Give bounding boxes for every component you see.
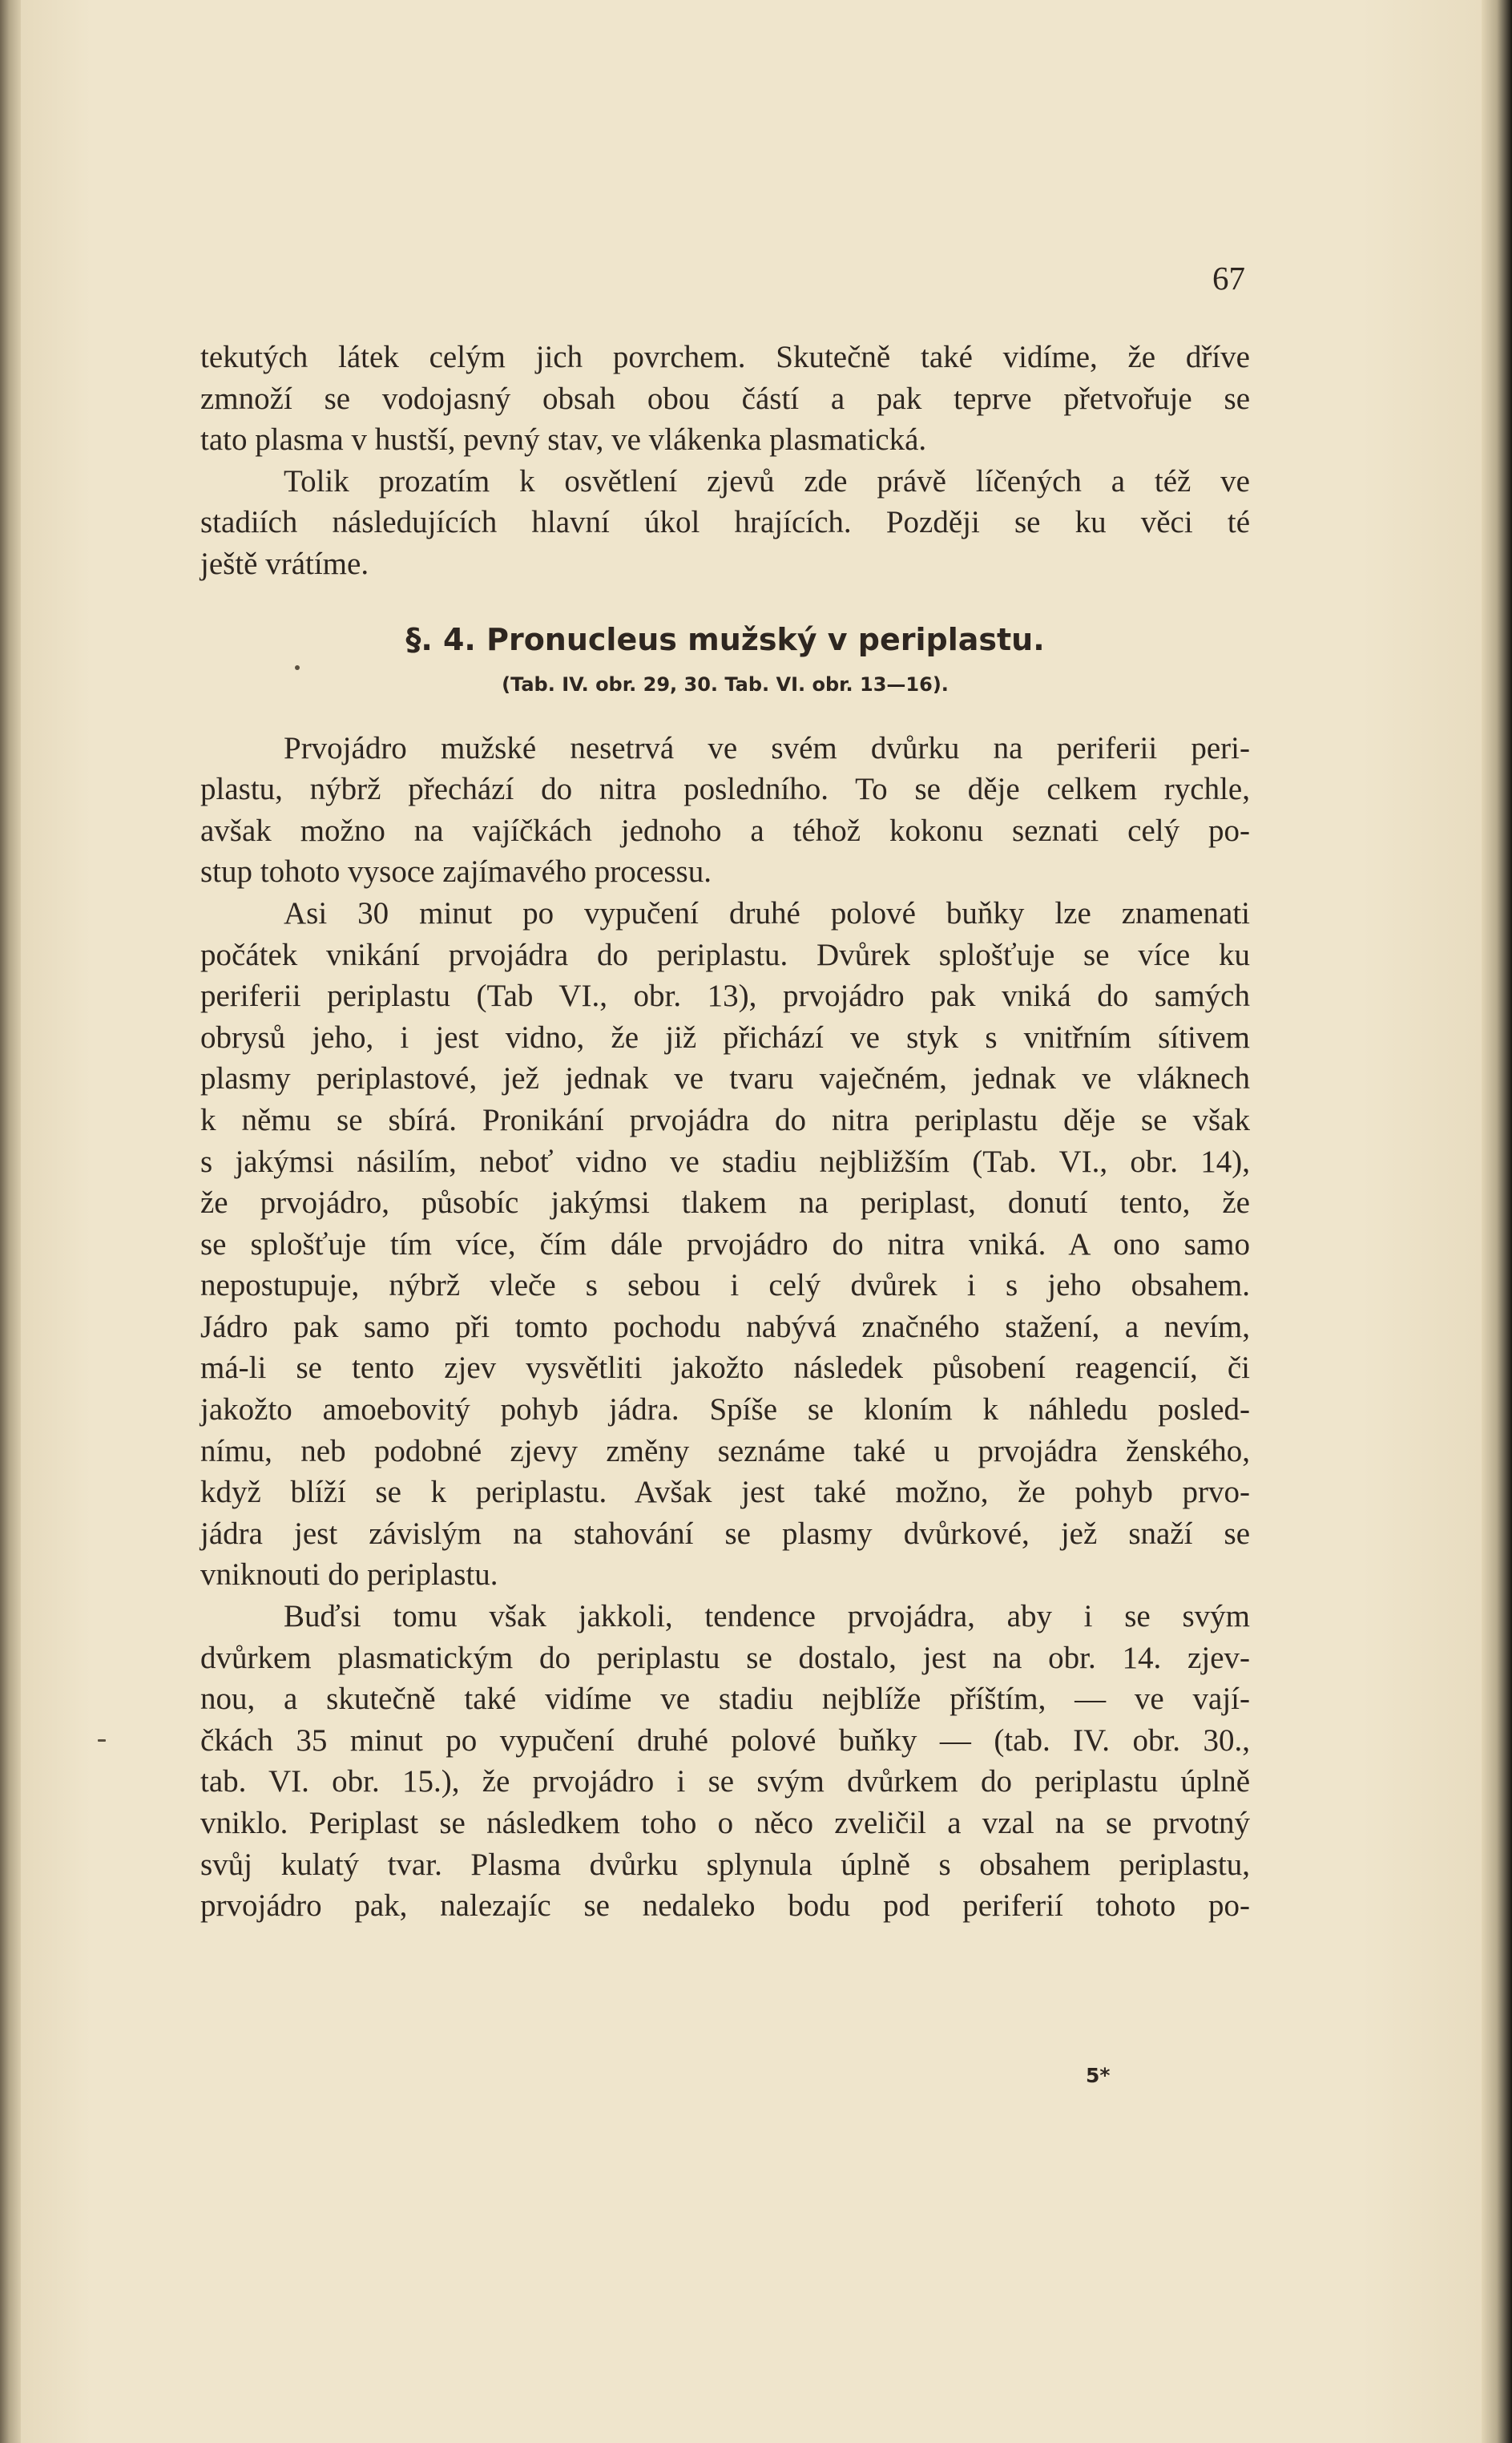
text-line: svůj kulatý tvar. Plasma dvůrku splynula úplně s obsahem periplastu, xyxy=(200,1847,1250,1882)
text-line: že prvojádro, působíc jakýmsi tlakem na periplast, donutí tento, že xyxy=(200,1185,1250,1221)
text-line: nímu, neb podobné zjevy změny seznáme také u prvojádra ženského, xyxy=(200,1433,1250,1468)
text-line: obrysů jeho, i jest vidno, že již přichází ve styk s vnitřním sítivem xyxy=(200,1020,1250,1055)
text-line: čkách 35 minut po vypučení druhé polové buňky — (tab. IV. obr. 30., xyxy=(200,1722,1250,1758)
paper-speck xyxy=(98,1739,106,1742)
text-body xyxy=(200,337,1250,1927)
text-line: prvojádro pak, nalezajíc se nedaleko bodu pod periferií tohoto po- xyxy=(200,1888,1250,1924)
text-line: vniknouti do periplastu. xyxy=(200,1557,498,1593)
text-line: má-li se tento zjev vysvětliti jakožto následek působení reagencií, či xyxy=(200,1351,1250,1386)
signature-mark: 5* xyxy=(1086,2064,1111,2087)
section-figure-reference: (Tab. IV. obr. 29, 30. Tab. VI. obr. 13—16). xyxy=(502,672,949,696)
text-line: k němu se sbírá. Pronikání prvojádra do nitra periplastu děje se však xyxy=(200,1102,1250,1137)
text-line: stup tohoto vysoce zajímavého processu. xyxy=(200,854,712,890)
text-line: zmnoží se vodojasný obsah obou částí a pak teprve přetvořuje se xyxy=(200,381,1250,416)
text-line: plasmy periplastové, jež jednak ve tvaru vaječném, jednak ve vláknech xyxy=(200,1061,1250,1096)
text-line: Jádro pak samo při tomto pochodu nabývá značného stažení, a nevím, xyxy=(200,1309,1250,1344)
text-line: se splošťuje tím více, čím dále prvojádro do nitra vniká. A ono samo xyxy=(200,1226,1250,1262)
text-line: počátek vnikání prvojádra do periplastu. Dvůrek splošťuje se více ku xyxy=(200,937,1250,972)
binding-shadow-left xyxy=(0,0,21,2443)
paper-speck xyxy=(295,665,300,670)
text-line: jádra jest závislým na stahování se plasmy dvůrkové, jež snaží se xyxy=(200,1516,1250,1551)
text-line: nepostupuje, nýbrž vleče s sebou i celý dvůrek i s jeho obsahem. xyxy=(200,1268,1250,1303)
text-line: Asi 30 minut po vypučení druhé polové buňky lze znamenati xyxy=(284,895,1250,931)
text-line: tab. VI. obr. 15.), že prvojádro i se svým dvůrkem do periplastu úplně xyxy=(200,1764,1250,1799)
text-line: s jakýmsi násilím, neboť vidno ve stadiu nejbližším (Tab. VI., obr. 14), xyxy=(200,1144,1250,1179)
section-heading: §. 4. Pronucleus mužský v periplastu. xyxy=(405,621,1045,657)
text-line: stadiích následujících hlavní úkol hrajících. Později se ku věci té xyxy=(200,505,1250,540)
text-line: vniklo. Periplast se následkem toho o něco zveličil a vzal na se prvotný xyxy=(200,1806,1250,1840)
text-line: Prvojádro mužské nesetrvá ve svém dvůrku na periferii peri- xyxy=(284,730,1250,765)
text-line: plastu, nýbrž přechází do nitra posledního. To se děje celkem rychle, xyxy=(200,772,1250,807)
text-line: periferii periplastu (Tab VI., obr. 13), prvojádro pak vniká do samých xyxy=(200,979,1250,1014)
text-line: jakožto amoebovitý pohyb jádra. Spíše se kloním k náhledu posled- xyxy=(200,1392,1250,1427)
text-line: ještě vrátíme. xyxy=(200,546,369,581)
text-line: tekutých látek celým jich povrchem. Skutečně také vidíme, že dříve xyxy=(200,340,1250,374)
text-line: nou, a skutečně také vidíme ve stadiu nejblíže příštím, — ve vají- xyxy=(200,1682,1250,1717)
page-number: 67 xyxy=(1212,260,1245,297)
text-line: Buďsi tomu však jakkoli, tendence prvojádra, aby i se svým xyxy=(284,1599,1250,1634)
text-line: Tolik prozatím k osvětlení zjevů zde právě líčených a též ve xyxy=(284,463,1250,499)
binding-shadow-right xyxy=(1482,0,1512,2443)
text-line: dvůrkem plasmatickým do periplastu se dostalo, jest na obr. 14. zjev- xyxy=(200,1640,1250,1675)
text-line: avšak možno na vajíčkách jednoho a téhož kokonu seznati celý po- xyxy=(200,813,1250,848)
text-line: když blíží se k periplastu. Avšak jest také možno, že pohyb prvo- xyxy=(200,1475,1250,1510)
text-line: tato plasma v hustší, pevný stav, ve vlákenka plasmatická. xyxy=(200,422,927,458)
